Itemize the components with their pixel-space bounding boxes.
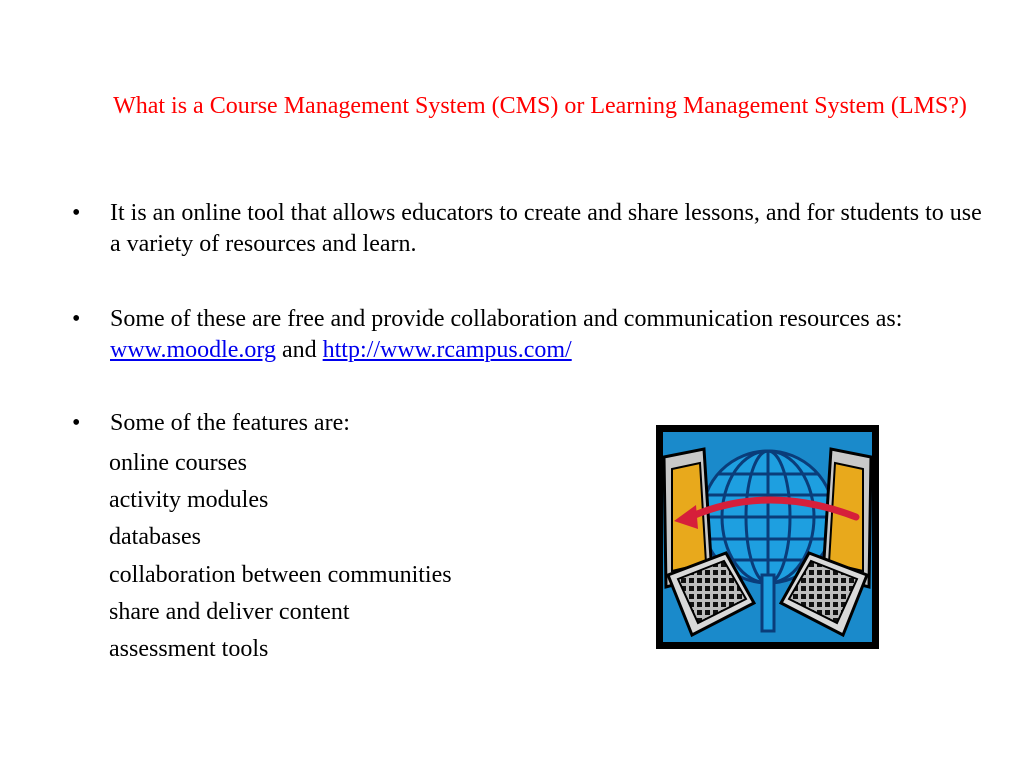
bullet-item — [72, 304, 992, 366]
bullet-item — [72, 198, 992, 260]
bullet-text: Some of the features are: — [110, 410, 350, 436]
bullet-text — [110, 304, 992, 366]
bullet-text: It is an online tool that allows educators to create and share lessons, and for students to use a variety of resources and learn. — [110, 200, 982, 257]
bullet-marker: • — [72, 306, 81, 332]
bullet-text-part: Some of these are free and provide collaboration and communication resources as: — [110, 306, 915, 332]
bullet-marker: • — [72, 200, 81, 226]
feature-item: databases — [109, 524, 201, 550]
globe-computers-network-icon — [656, 425, 879, 649]
rcampus-link[interactable]: http://www.rcampus.com/ — [322, 337, 572, 363]
bullet-marker: • — [72, 410, 81, 436]
feature-item: share and deliver content — [109, 599, 350, 625]
feature-item: activity modules — [109, 487, 269, 513]
feature-item: online courses — [109, 450, 247, 476]
feature-item: assessment tools — [109, 636, 269, 662]
feature-item: collaboration between communities — [109, 562, 452, 588]
bullet-text-part: and — [275, 337, 323, 363]
moodle-link[interactable]: www.moodle.org — [110, 337, 276, 363]
slide-title: What is a Course Management System (CMS) or Learning Management System (LMS?) — [113, 93, 967, 119]
globe-stand — [762, 575, 774, 631]
